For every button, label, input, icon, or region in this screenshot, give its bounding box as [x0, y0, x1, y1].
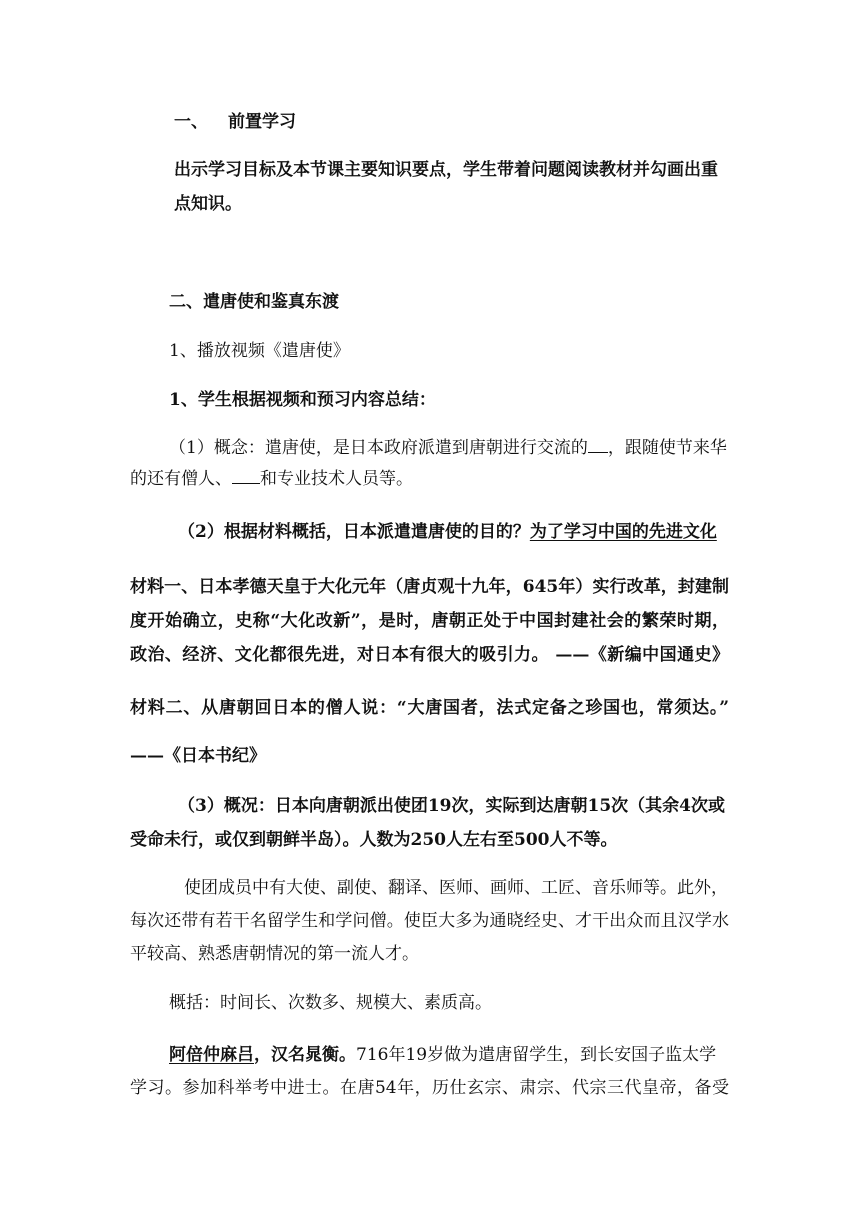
section1-title: 前置学习 [228, 112, 296, 132]
video-item: 1、播放视频《遣唐使》 [169, 341, 350, 361]
abe-alias: ，汉名晁衡。 [254, 1045, 356, 1065]
members-line1: 使团成员中有大使、副使、翻译、医师、画师、工匠、音乐师等。此外， [184, 878, 728, 898]
section2-title: 二、遣唐使和鉴真东渡 [169, 292, 339, 312]
concept-line1-prefix: （1）概念：遣唐使，是日本政府派遣到唐朝进行交流的 [169, 438, 588, 458]
section1-number: 一、 [174, 112, 208, 132]
abe-line1 [169, 1044, 716, 1066]
fill-blank-2[interactable] [232, 467, 260, 484]
material2-line1: 材料二、从唐朝回日本的僧人说：“大唐国者，法式定备之珍国也，常须达。” [130, 698, 729, 718]
summary-item: 1、学生根据视频和预习内容总结： [169, 390, 436, 410]
concept-line2-suffix: 和专业技术人员等。 [260, 469, 413, 489]
material1-line1: 材料一、日本孝德天皇于大化元年（唐贞观十九年，645年）实行改革，封建制 [130, 577, 729, 597]
concept-line2 [130, 467, 413, 490]
section1-paragraph-line2: 点知识。 [174, 194, 242, 214]
concept-line2-prefix: 的还有僧人、 [130, 469, 232, 489]
purpose-question: （2）根据材料概括，日本派遣遣唐使的目的？ [178, 522, 530, 542]
members-line2: 每次还带有若干名留学生和学问僧。使臣大多为通晓经史、才干出众而且汉学水 [130, 911, 729, 931]
members-line3: 平较高、熟悉唐朝情况的第一流人才。 [130, 944, 419, 964]
purpose-line [178, 521, 717, 543]
overview-line1: （3）概况：日本向唐朝派出使团19次，实际到达唐朝15次（其余4次或 [178, 796, 725, 816]
material1-line3: 政治、经济、文化都很先进，对日本有很大的吸引力。 ——《新编中国通史》 [130, 645, 729, 665]
material1-line2: 度开始确立，史称“大化改新”，是时，唐朝正处于中国封建社会的繁荣时期， [130, 611, 729, 631]
summary-line: 概括：时间长、次数多、规模大、素质高。 [169, 993, 492, 1013]
section1-paragraph-line1: 出示学习目标及本节课主要知识要点，学生带着问题阅读教材并勾画出重 [174, 160, 718, 180]
purpose-answer: 为了学习中国的先进文化 [529, 522, 717, 542]
abe-line2: 学习。参加科举考中进士。在唐54年，历仕玄宗、肃宗、代宗三代皇帝，备受 [130, 1078, 729, 1098]
concept-line1-suffix: ，跟随使节来华 [607, 438, 727, 458]
abe-name: 阿倍仲麻吕 [169, 1045, 254, 1065]
concept-line1 [169, 436, 727, 459]
abe-line1-rest: 716年19岁做为遣唐留学生，到长安国子监太学 [356, 1045, 717, 1065]
fill-blank-1[interactable] [588, 436, 608, 453]
material2-source: ——《日本书纪》 [130, 746, 266, 766]
overview-line2: 受命未行，或仅到朝鲜半岛）。人数为250人左右至500人不等。 [130, 830, 618, 850]
